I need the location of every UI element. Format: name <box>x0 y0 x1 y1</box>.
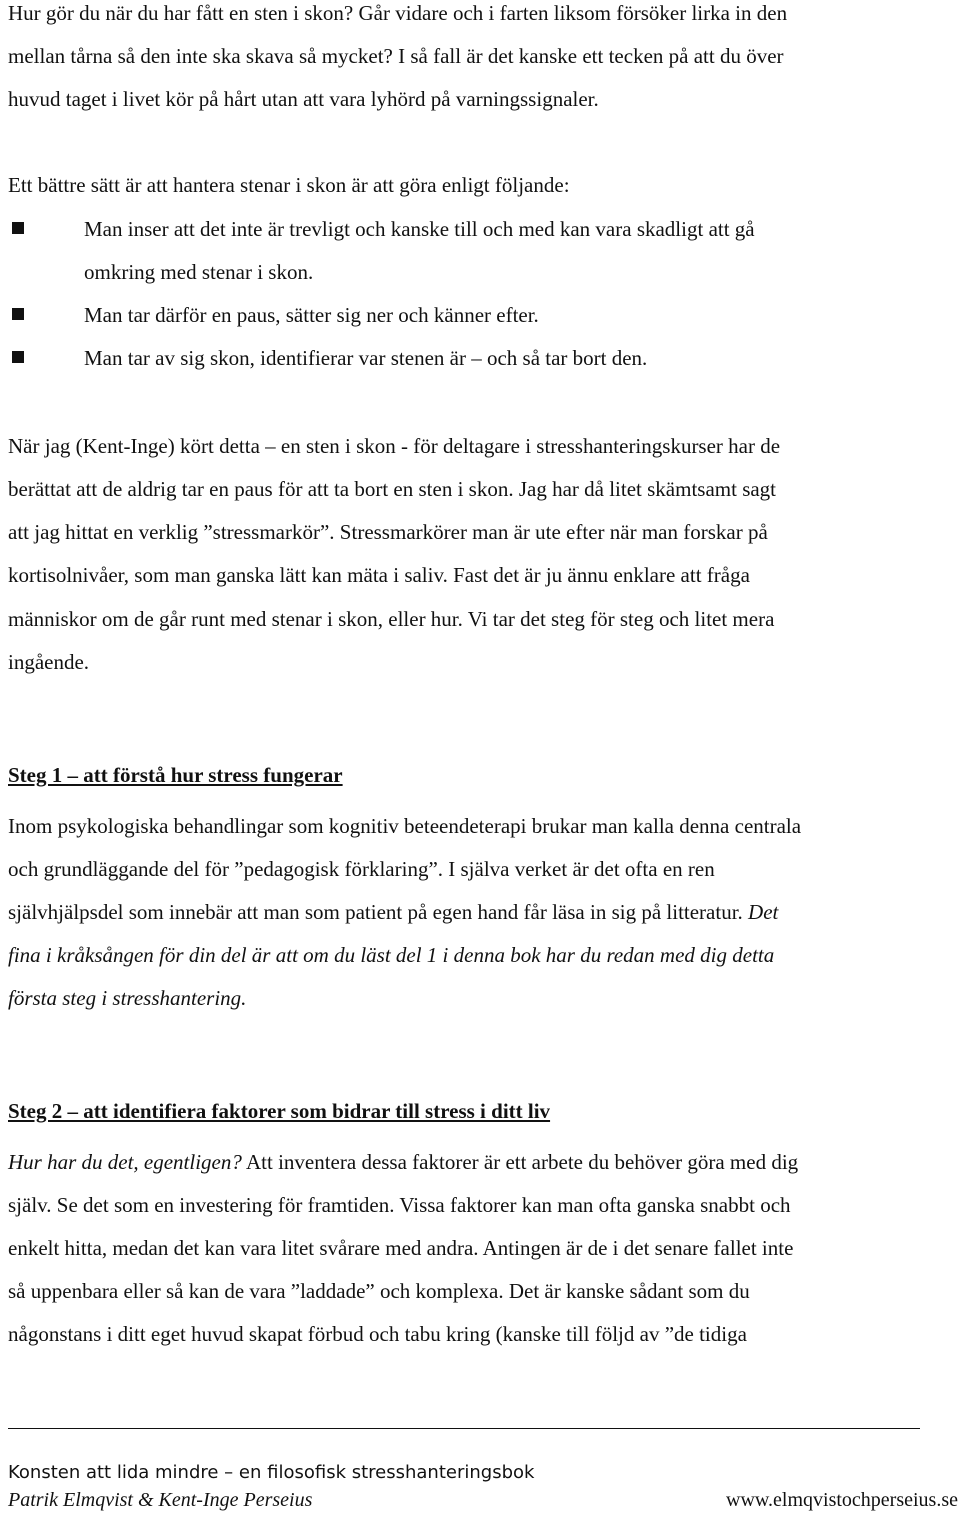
story-line: människor om de går runt med stenar i skon, eller hur. Vi tar det steg för steg och litet mera <box>8 607 775 631</box>
story-line: ingående. <box>8 650 90 674</box>
step2-line: någonstans i ditt eget huvud skapat förbud och tabu kring (kanske till följd av ”de tidiga <box>8 1322 747 1346</box>
bullet-item-text: Man inser att det inte är trevligt och kanske till och med kan vara skadligt att gå <box>84 217 755 241</box>
step2-line: själv. Se det som en investering för framtiden. Vissa faktorer kan man ofta ganska snabbt och <box>8 1193 791 1217</box>
footer-book-title: Konsten att lida mindre – en filosofisk stresshanteringsbok <box>8 1462 535 1483</box>
footer-authors: Patrik Elmqvist & Kent-Inge Perseius <box>8 1489 313 1511</box>
step1-heading: Steg 1 – att förstå hur stress fungerar <box>8 763 343 787</box>
bullet-item-text: omkring med stenar i skon. <box>84 260 314 284</box>
bullet-square-icon <box>12 351 24 363</box>
step2-line: enkelt hitta, medan det kan vara litet svårare med andra. Antingen är de i det senare fallet inte <box>8 1236 794 1260</box>
step2-line1-italic: Hur har du det, egentligen? <box>8 1150 242 1174</box>
step2-heading: Steg 2 – att identifiera faktorer som bidrar till stress i ditt liv <box>8 1099 551 1123</box>
story-line: att jag hittat en verklig ”stressmarkör”. Stressmarkörer man är ute efter när man forskar på <box>8 520 768 544</box>
footer-url[interactable]: www.elmqvistochperseius.se <box>726 1489 958 1511</box>
method-lead: Ett bättre sätt är att hantera stenar i skon är att göra enligt följande: <box>8 173 570 197</box>
step2-line1-plain: Att inventera dessa faktorer är ett arbete du behöver göra med dig <box>241 1150 799 1174</box>
story-line: kortisolnivåer, som man ganska lätt kan mäta i saliv. Fast det är ju ännu enklare att fråga <box>8 563 750 587</box>
step1-italic-line: första steg i stresshantering. <box>8 986 247 1010</box>
footer-divider <box>8 1428 920 1429</box>
story-line: När jag (Kent-Inge) kört detta – en sten i skon - för deltagare i stresshanteringskurser har de <box>8 434 781 458</box>
step1-line <box>8 899 778 925</box>
step2-line <box>8 1149 798 1175</box>
bullet-square-icon <box>12 308 24 320</box>
story-line: berättat att de aldrig tar en paus för att ta bort en sten i skon. Jag har då litet skämtsamt sagt <box>8 477 777 501</box>
step1-line3-italic: Det <box>748 900 779 924</box>
step2-line: så uppenbara eller så kan de vara ”laddade” och komplexa. Det är kanske sådant som du <box>8 1279 750 1303</box>
intro-line: Hur gör du när du har fått en sten i skon? Går vidare och i farten liksom försöker lirka in den <box>8 1 788 25</box>
intro-line: huvud taget i livet kör på hårt utan att vara lyhörd på varningssignaler. <box>8 87 599 111</box>
step1-line: och grundläggande del för ”pedagogisk förklaring”. I själva verket är det ofta en ren <box>8 857 715 881</box>
intro-line: mellan tårna så den inte ska skava så mycket? I så fall är det kanske ett tecken på att du över <box>8 44 784 68</box>
step1-line3-plain: självhjälpsdel som innebär att man som patient på egen hand får läsa in sig på litteratur. <box>8 900 749 924</box>
step1-italic-line: fina i kråksången för din del är att om du läst del 1 i denna bok har du redan med dig detta <box>8 943 775 967</box>
bullet-item-text: Man tar av sig skon, identifierar var stenen är – och så tar bort den. <box>84 346 648 370</box>
step1-line: Inom psykologiska behandlingar som kognitiv beteendeterapi brukar man kalla denna centrala <box>8 814 802 838</box>
bullet-item-text: Man tar därför en paus, sätter sig ner och känner efter. <box>84 303 539 327</box>
bullet-square-icon <box>12 222 24 234</box>
